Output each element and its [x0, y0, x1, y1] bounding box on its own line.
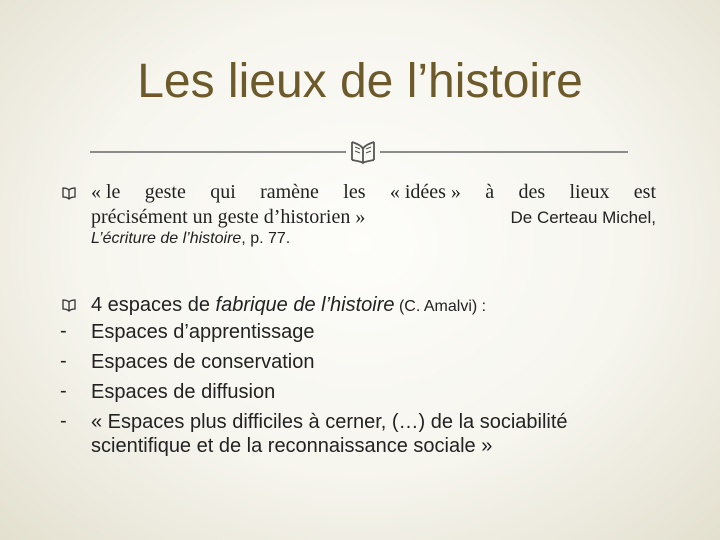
book-bullet-icon [61, 298, 77, 312]
quote-author: De Certeau Michel, [510, 208, 656, 227]
list-intro: 4 espaces de fabrique de l’histoire (C. Amalvi) : [91, 294, 487, 316]
quote-line-1: « le geste qui ramène les « idées » à des lieux est [91, 181, 656, 203]
title-rule-right [380, 151, 628, 153]
list-item: Espaces de conservation [91, 351, 315, 373]
reference-book-title: L’écriture de l’histoire [91, 230, 242, 247]
list-dash: - [60, 410, 67, 432]
slide-title: Les lieux de l’histoire [137, 55, 583, 108]
book-bullet-icon [61, 186, 77, 200]
quote-text [91, 180, 656, 230]
title-rule-left [90, 151, 346, 153]
list-item: « Espaces plus difficiles à cerner, (…) de la sociabilité [91, 411, 568, 433]
list-item-continuation: scientifique et de la reconnaissance sociale » [91, 435, 493, 457]
list-dash: - [60, 380, 67, 402]
list-dash: - [60, 350, 67, 372]
book-ornament-icon [348, 138, 378, 166]
list-dash: - [60, 320, 67, 342]
list-item: Espaces de diffusion [91, 381, 276, 403]
quote-line-2: précisément un geste d’historien » De Certeau Michel, [91, 206, 656, 228]
quote-reference: L’écriture de l’histoire, p. 77. [91, 230, 291, 247]
list-item: Espaces d’apprentissage [91, 321, 315, 343]
